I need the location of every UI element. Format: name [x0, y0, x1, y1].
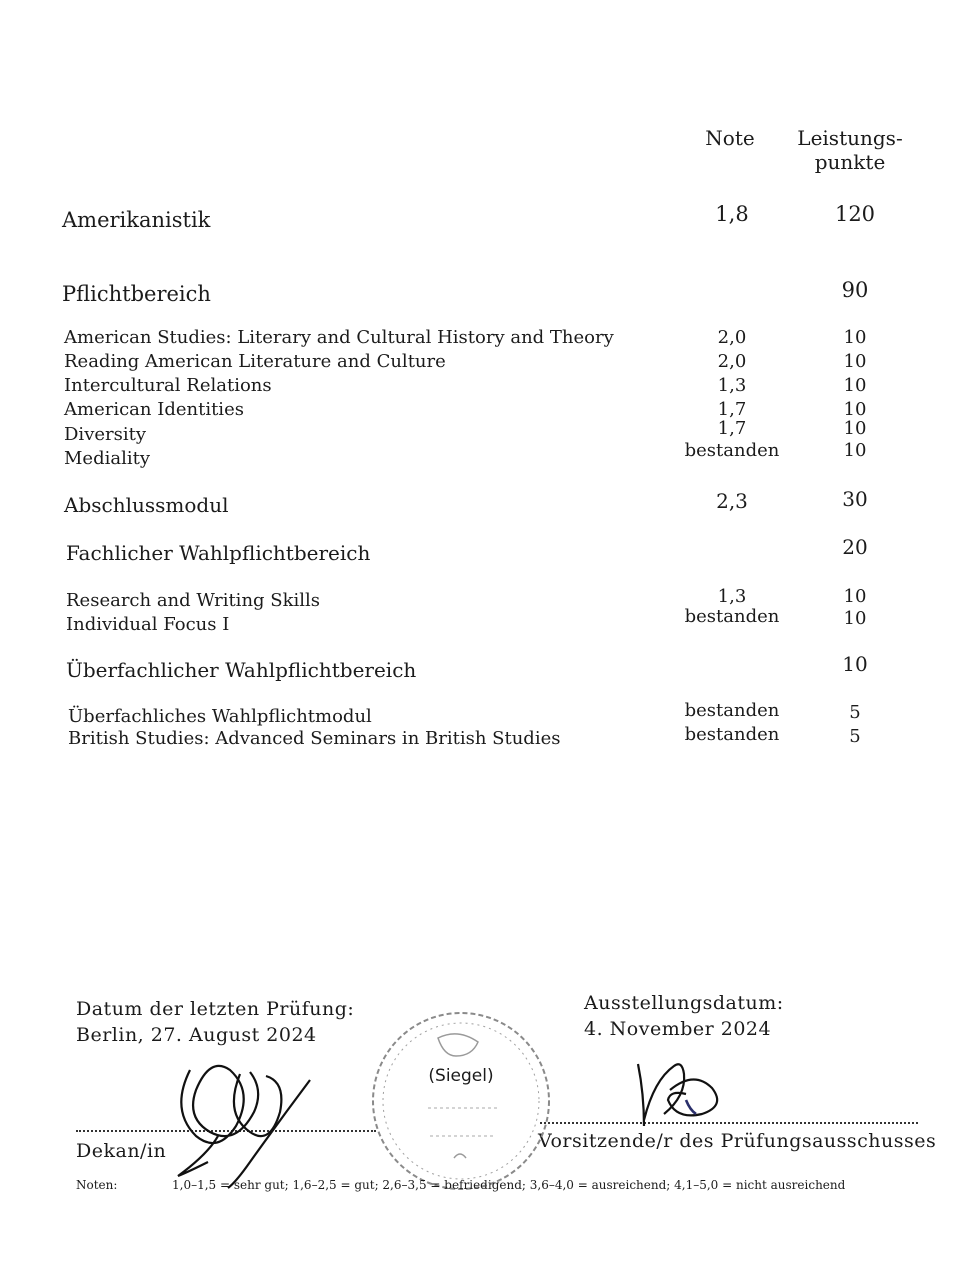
section-row — [0, 487, 963, 519]
last-exam-label: Datum der letzten Prüfung: — [76, 998, 355, 1020]
dean-label: Dekan/in — [76, 1140, 167, 1162]
section-row — [0, 652, 963, 684]
module-row — [0, 606, 963, 640]
row-grade: 1,7 — [717, 399, 747, 420]
row-name: Research and Writing Skills — [66, 590, 321, 611]
row-credits: 10 — [843, 586, 867, 607]
row-grade: bestanden — [684, 724, 780, 745]
row-name: Fachlicher Wahlpflichtbereich — [66, 541, 371, 565]
row-credits: 10 — [843, 608, 867, 629]
module-row — [0, 724, 963, 754]
dean-signature — [160, 1050, 330, 1190]
credit-header-line1: Leistungs- — [797, 126, 903, 150]
module-row — [0, 375, 963, 401]
module-row — [0, 351, 963, 377]
row-name: Amerikanistik — [62, 208, 211, 232]
official-seal — [368, 1008, 554, 1194]
grade-scale-note — [76, 1178, 845, 1192]
row-name: Reading American Literature and Culture — [64, 351, 446, 372]
row-credits: 10 — [843, 440, 867, 461]
row-credits: 10 — [843, 418, 867, 439]
grade-scale-text: 1,0–1,5 = sehr gut; 1,6–2,5 = gut; 2,6–3,5 = befriedigend; 3,6–4,0 = ausreichend; 4,1–5,0 = nicht ausreichend — [172, 1178, 846, 1192]
row-grade: 1,3 — [717, 375, 747, 396]
issue-date: 4. November 2024 — [584, 1018, 772, 1040]
row-credits: 90 — [841, 278, 869, 302]
row-grade: bestanden — [684, 700, 780, 721]
row-grade: bestanden — [684, 606, 780, 627]
row-name: Überfachliches Wahlpflichtmodul — [68, 706, 372, 727]
row-credits: 10 — [843, 327, 867, 348]
seal-label: (Siegel) — [428, 1066, 494, 1086]
row-credits: 120 — [834, 202, 876, 226]
row-name: British Studies: Advanced Seminars in British Studies — [68, 728, 561, 749]
row-name: Mediality — [64, 448, 151, 469]
credit-column-header — [790, 126, 910, 174]
last-exam-block — [76, 996, 354, 1048]
row-grade: bestanden — [684, 440, 780, 461]
seal-graphic — [368, 1008, 554, 1194]
module-row — [0, 440, 963, 474]
row-grade: 2,0 — [717, 351, 747, 372]
row-grade: 1,8 — [715, 202, 749, 226]
row-grade: 2,0 — [717, 327, 747, 348]
row-name: Diversity — [64, 424, 147, 445]
section-row — [0, 535, 963, 567]
issue-date-label: Ausstellungsdatum: — [584, 992, 784, 1014]
chair-label: Vorsitzende/r des Prüfungsausschusses — [538, 1130, 937, 1152]
row-credits: 5 — [849, 726, 861, 747]
issue-date-block — [584, 990, 784, 1042]
row-grade: 1,3 — [717, 586, 747, 607]
row-credits: 10 — [842, 652, 868, 676]
row-name: Pflichtbereich — [62, 282, 211, 306]
row-credits: 10 — [843, 351, 867, 372]
row-name: American Studies: Literary and Cultural History and Theory — [64, 327, 614, 348]
grade-column-header: Note — [705, 126, 755, 150]
row-name: Individual Focus I — [66, 614, 230, 635]
row-name: Intercultural Relations — [64, 375, 272, 396]
row-name: American Identities — [64, 399, 244, 420]
row-grade: 2,3 — [716, 489, 748, 513]
row-grade: 1,7 — [717, 418, 747, 439]
module-row — [0, 327, 963, 353]
program-row — [0, 202, 963, 234]
chair-signature — [628, 1050, 748, 1130]
row-credits: 5 — [849, 702, 861, 723]
grade-scale-label: Noten: — [76, 1178, 118, 1192]
row-credits: 30 — [842, 487, 868, 511]
section-row — [0, 278, 963, 308]
row-name: Überfachlicher Wahlpflichtbereich — [66, 658, 417, 682]
last-exam-date: Berlin, 27. August 2024 — [76, 1024, 317, 1046]
credit-header-line2: punkte — [814, 150, 886, 174]
row-name: Abschlussmodul — [64, 493, 229, 517]
row-credits: 20 — [842, 535, 868, 559]
row-credits: 10 — [843, 375, 867, 396]
row-credits: 10 — [843, 399, 867, 420]
